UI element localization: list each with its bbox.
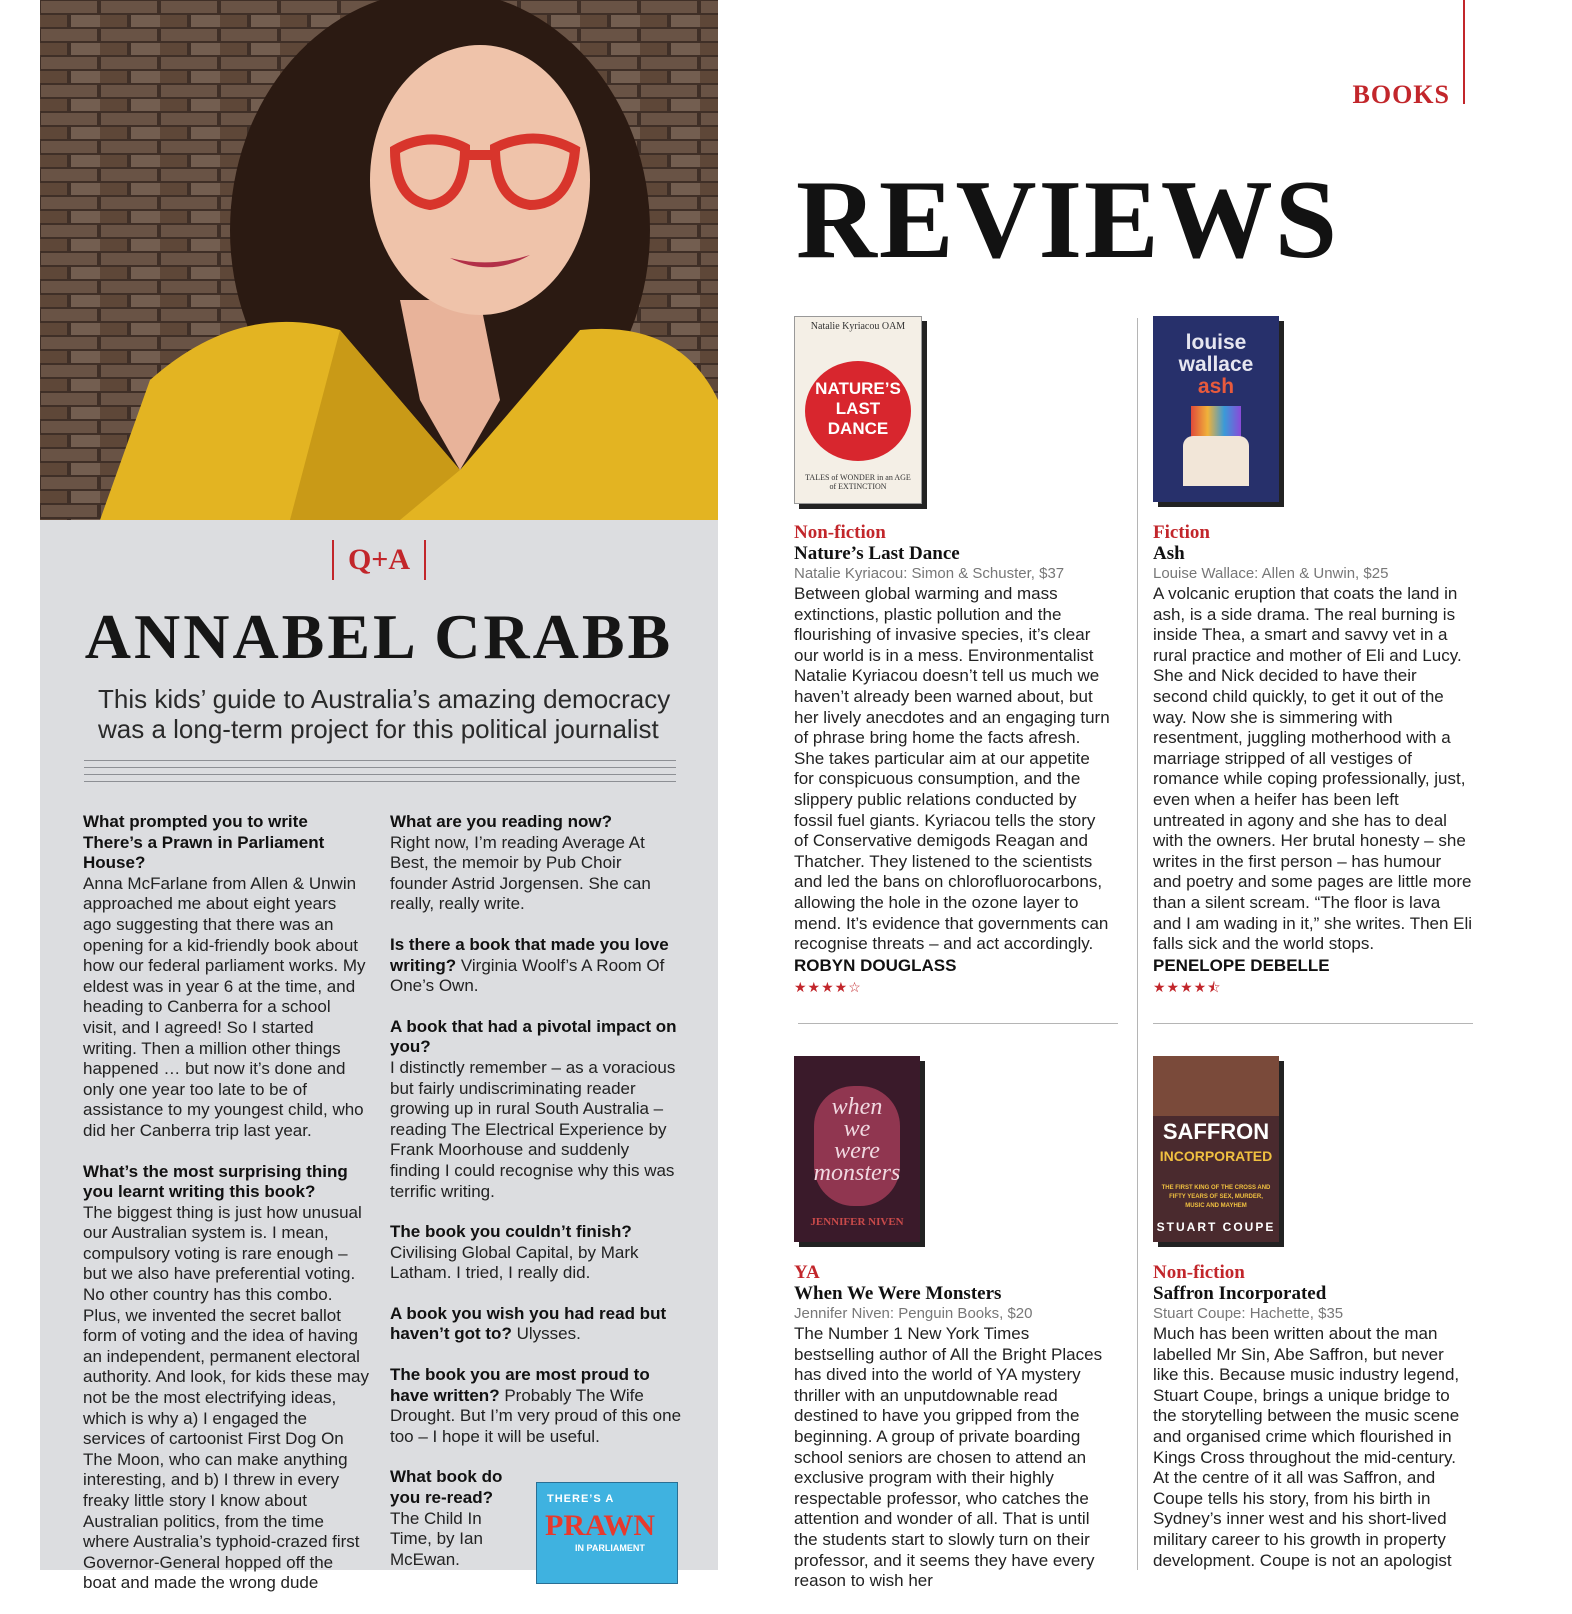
- cover-title: [794, 1096, 920, 1184]
- question: What are you reading now?: [390, 812, 612, 831]
- qa-tag-right-bar: [424, 540, 426, 580]
- reviewer-byline: ROBYN DOUGLASS: [794, 955, 957, 975]
- qa-tag: [40, 540, 718, 580]
- answer: Probably The Wife Drought. But I’m very proud of this one too – I hope it will be useful.: [390, 1385, 682, 1446]
- qa-item: [390, 1304, 682, 1345]
- cover-title-line: DANCE: [827, 419, 889, 438]
- book-credit: Stuart Coupe: Hachette, $35: [1153, 1305, 1344, 1322]
- answer: Ulysses.: [516, 1324, 581, 1344]
- book-cover: [794, 1056, 920, 1242]
- section-rule: [1463, 0, 1465, 104]
- review-text: The Number 1 New York Times bestselling author of All the Bright Places has dived into the world of YA mystery thriller with an unputdownable read destined to have you gripped from the beginning. A group of private boarding school seniors are chosen to attend an exclusive program with their highly respectable professor, who catches the attention and wonder of all. That is until the students start to slowly turn on their professor, and it seems they have every reason to wish her: [794, 1324, 1103, 1591]
- genre-label: Fiction: [1153, 522, 1210, 543]
- question: A book that had a pivotal impact on you?: [390, 1016, 677, 1057]
- cover-title-line: were: [834, 1138, 880, 1164]
- cover-title: [1153, 1120, 1279, 1168]
- review-body: [1153, 522, 1473, 998]
- cover-title-line: we: [843, 1116, 871, 1142]
- qa-item: [390, 812, 682, 915]
- genre-label: YA: [794, 1262, 820, 1283]
- book-title: Ash: [1153, 543, 1185, 564]
- answer: Anna McFarlane from Allen & Unwin approached me about eight years ago suggesting that there was an opening for a kid-friendly book about how our federal parliament works. My eldest was in year 6 at the time, and heading to Canberra for a school visit, and I agreed! So I started writing. Then a million other things happened … but now it’s done and only one year too late to be of assistance to my youngest child, who did her Canberra trip last year.: [83, 873, 366, 1140]
- author-photo: [40, 0, 718, 520]
- star-rating: ★★★★⯪: [1153, 978, 1222, 995]
- question: The book you are most proud to have written?: [390, 1365, 650, 1405]
- question: A book you wish you had read but haven’t got to?: [390, 1303, 667, 1344]
- cover-title-line: INCORPORATED: [1159, 1148, 1273, 1164]
- genre-label: Non-fiction: [794, 522, 886, 543]
- cover-title-line: LAST: [835, 399, 881, 418]
- mini-cover-title: PRAWN: [545, 1509, 655, 1542]
- cover-title: [795, 379, 921, 439]
- question: The book you couldn’t finish?: [390, 1222, 632, 1242]
- cover-hands: [1183, 436, 1249, 486]
- cover-title-line: when: [831, 1094, 883, 1120]
- question: What prompted you to write There’s a Prawn in Parliament House?: [83, 812, 325, 873]
- cover-title-line: louise: [1185, 331, 1247, 354]
- cover-title-line: ash: [1197, 375, 1235, 398]
- book-credit: Louise Wallace: Allen & Unwin, $25: [1153, 565, 1389, 582]
- row-divider-left: [798, 1023, 1118, 1024]
- book-title: Nature’s Last Dance: [794, 543, 960, 564]
- qa-item: [390, 935, 682, 997]
- cover-title-line: NATURE’S: [815, 379, 901, 398]
- prawn-book-cover: [536, 1482, 678, 1584]
- qa-item: [390, 1365, 682, 1447]
- book-cover: [1153, 316, 1279, 502]
- star-rating: ★★★★☆: [794, 978, 862, 995]
- qa-item: [83, 1162, 369, 1594]
- book-credit: Natalie Kyriacou: Simon & Schuster, $37: [794, 565, 1065, 582]
- cover-author: Natalie Kyriacou OAM: [810, 321, 906, 332]
- mini-cover-top: THERE’S A: [547, 1493, 615, 1505]
- cover-title-line: monsters: [813, 1160, 901, 1186]
- question: What’s the most surprising thing you learnt writing this book?: [83, 1161, 348, 1202]
- interviewee-name: ANNABEL CRABB: [84, 601, 674, 672]
- qa-item: [390, 1017, 682, 1202]
- qa-column-1: [83, 812, 369, 1614]
- answer: Virginia Woolf’s A Room Of One’s Own.: [390, 955, 665, 996]
- qa-item: [390, 1467, 520, 1570]
- review-body: [794, 1262, 1114, 1592]
- book-title: Saffron Incorporated: [1153, 1283, 1327, 1304]
- cover-title-line: wallace: [1178, 353, 1254, 376]
- cover-title-line: SAFFRON: [1162, 1119, 1270, 1144]
- review-body: [1153, 1262, 1473, 1571]
- cover-art: [1153, 1056, 1279, 1116]
- genre-label: Non-fiction: [1153, 1262, 1245, 1283]
- book-cover: [1153, 1056, 1279, 1242]
- reviews-title: REVIEWS: [796, 158, 1340, 282]
- review-text: A volcanic eruption that coats the land in ash, is a side drama. The real burning is inside Thea, a smart and savvy vet in a rural practice and mother of Eli and Lucy. She and Nick decided to have their second child quickly, to get it out of the way. Now she is simmering with resentment, juggling motherhood with a marriage stripped of all vestiges of romance while coping professionally, just, even when a heifer has been left untreated in agony and she has to deal with the owners. Her brutal honesty – she writes in the first person – has humour and poetry and some pages are little more than a silent scream. “The floor is lava and I am wading in it,” she writes. Then Eli falls sick and the world stops.: [1153, 584, 1473, 954]
- qa-panel: [40, 0, 718, 1593]
- answer: The Child In Time, by Ian McEwan.: [390, 1508, 483, 1569]
- cover-author: JENNIFER NIVEN: [810, 1216, 904, 1228]
- qa-item: [83, 812, 369, 1142]
- book-title: When We Were Monsters: [794, 1283, 1002, 1304]
- mini-cover-bottom: IN PARLIAMENT: [575, 1543, 645, 1553]
- question: What book do you re-read?: [390, 1467, 503, 1508]
- cover-title: [1153, 332, 1279, 398]
- section-label: BOOKS: [1352, 80, 1450, 109]
- row-divider-right: [1153, 1023, 1473, 1024]
- review-text: Between global warming and mass extinctions, plastic pollution and the flourishing of invasive species, it’s clear our world is in a mess. Environmentalist Natalie Kyriacou doesn’t tell us much we haven’t already been warned about, but her lively anecdotes and an engaging turn of phrase bring home the facts afresh. She takes particular aim at our appetite for conspicuous consumption, and the slippery public relations conducted by fossil fuel giants. Kyriacou tells the story of Conservative demigods Reagan and Thatcher. They listened to the scientists and led the bans on chlorofluorocarbons, allowing the hole in the ozone layer to mend. It’s evidence that governments can recognise threats – and act accordingly.: [794, 584, 1110, 954]
- book-cover: [794, 316, 922, 504]
- answer: I distinctly remember – as a voracious but fairly undiscriminating reader growing up in rural South Australia – reading The Electrical Experience by Frank Moorhouse and suddenly finding I could recognise why this was terrific writing.: [390, 1057, 676, 1201]
- qa-tag-left-bar: [332, 540, 334, 580]
- cover-tagline: THE FIRST KING OF THE CROSS AND FIFTY YEARS OF SEX, MURDER, MUSIC AND MAYHEM: [1161, 1185, 1271, 1209]
- cover-author: STUART COUPE: [1156, 1220, 1276, 1234]
- decorative-rules: [84, 760, 676, 788]
- answer: Civilising Global Capital, by Mark Latham. I tried, I really did.: [390, 1242, 639, 1283]
- review-body: [794, 522, 1114, 998]
- reviewer-byline: PENELOPE DEBELLE: [1153, 955, 1330, 975]
- qa-column-2: [390, 812, 682, 1590]
- qa-tag-text: Q+A: [347, 543, 411, 576]
- question: Is there a book that made you love writing?: [390, 934, 669, 975]
- book-credit: Jennifer Niven: Penguin Books, $20: [794, 1305, 1033, 1322]
- answer: The biggest thing is just how unusual our Australian system is. I mean, compulsory voting is rare enough – but we also have preferential voting. No other country has this combo. Plus, we invented the secret ballot form of voting and the idea of having an independent, permanent electoral authority. And look, for kids these may not be the most electrifying ideas, which is why a) I engaged the services of cartoonist First Dog On The Moon, who can make anything interesting, and b) I threw in every freaky little story I know about Australian politics, from the time where Australia’s typhoid-crazed first Governor-General hopped off the boat and made the wrong dude: [83, 1202, 369, 1593]
- review-text: Much has been written about the man labelled Mr Sin, Abe Saffron, but never like this. Because music industry legend, Stuart Coupe, brings a unique bridge to the storytelling between the music scene and organised crime which flourished in Kings Cross throughout the mid-century. At the centre of it all was Saffron, and Coupe tells his story, from his birth in Sydney’s inner west and his short-lived military career to his growth in property development. Coupe is not an apologist: [1153, 1324, 1460, 1570]
- qa-item: [390, 1222, 682, 1284]
- answer: Right now, I’m reading Average At Best, the memoir by Pub Choir founder Astrid Jorgensen. She can really, really write.: [390, 832, 651, 914]
- cover-tagline: TALES of WONDER in an AGE of EXTINCTION: [805, 473, 911, 491]
- standfirst: This kids’ guide to Australia’s amazing democracy was a long-term project for this political journalist: [98, 684, 671, 744]
- column-divider: [1137, 318, 1138, 1570]
